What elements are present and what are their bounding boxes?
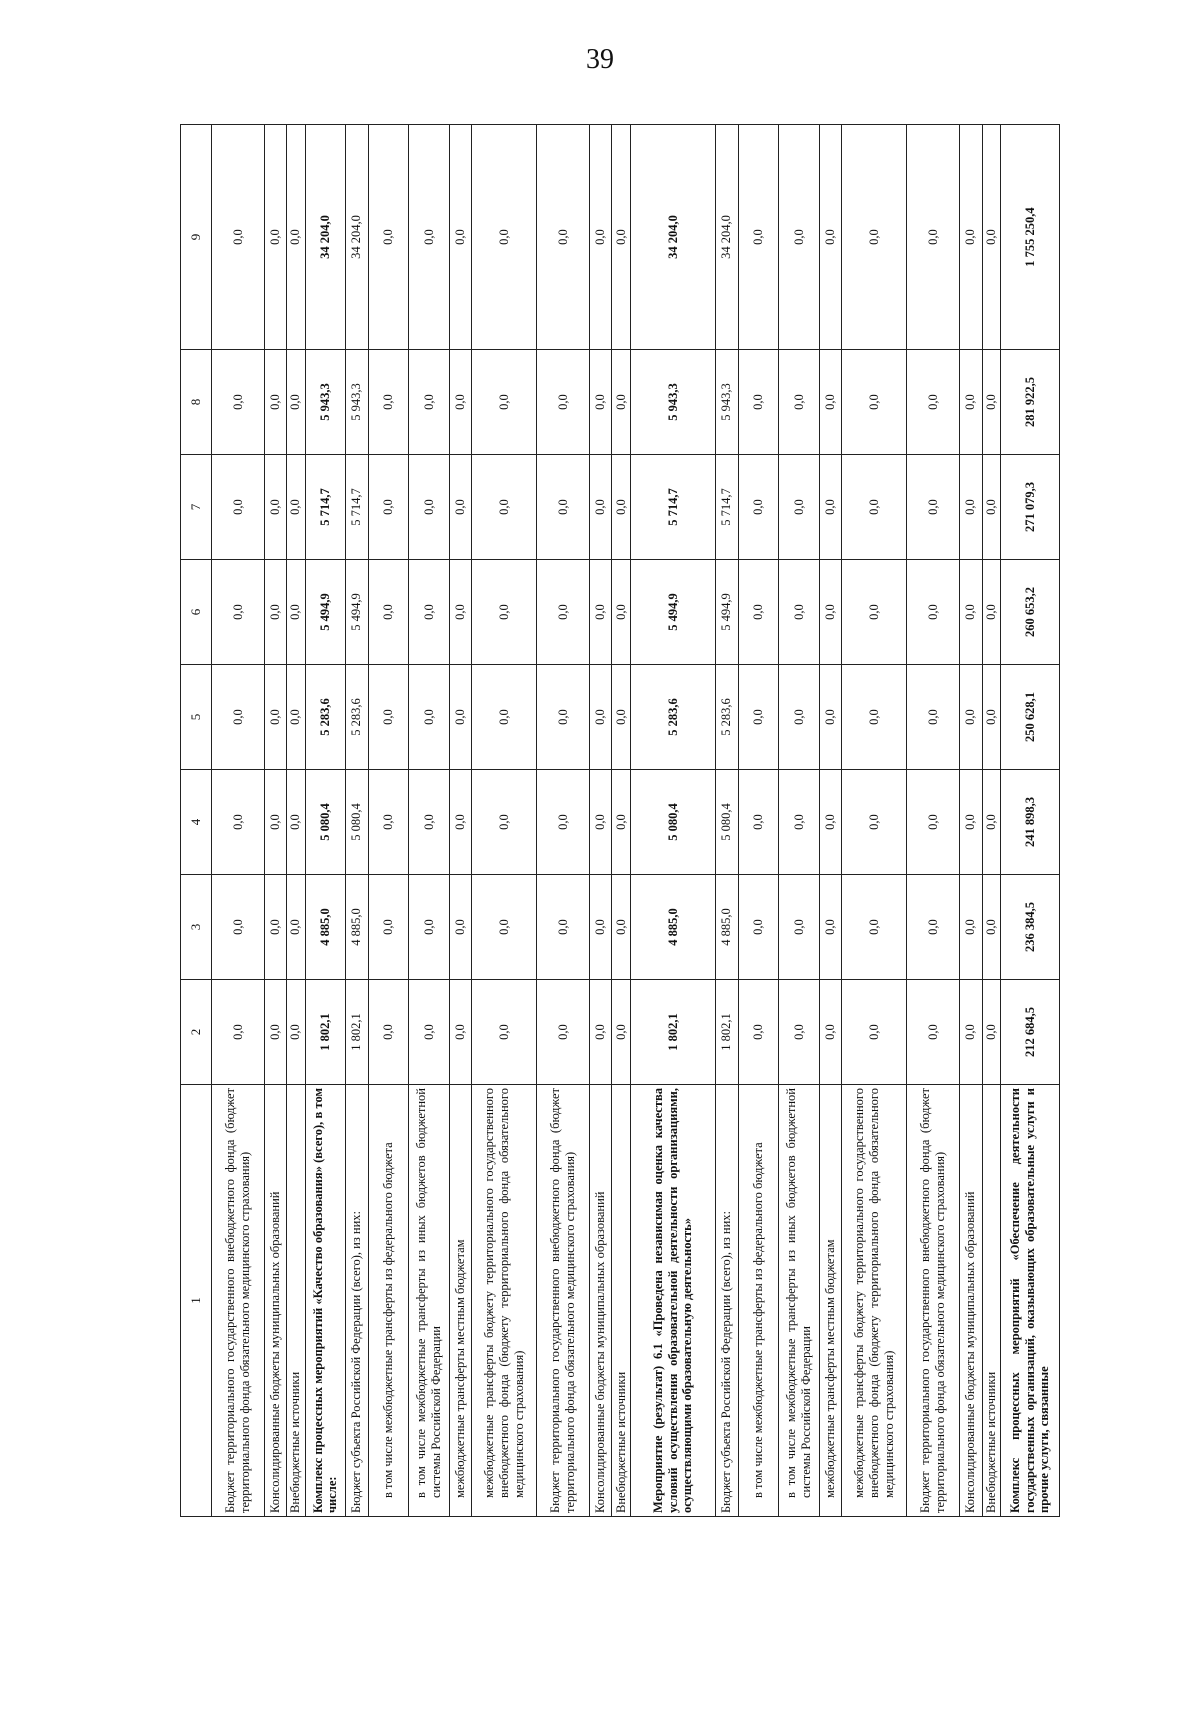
table-row [287, 125, 305, 1517]
value-cell: 0,0 [287, 770, 305, 875]
value-cell: 0,0 [409, 350, 450, 455]
value-cell: 0,0 [779, 770, 820, 875]
row-label: Бюджет субъекта Российской Федерации (всего), из них: [346, 1085, 368, 1517]
value-cell: 5 080,4 [305, 770, 346, 875]
value-cell: 5 494,9 [346, 560, 368, 665]
value-cell: 0,0 [212, 665, 265, 770]
value-cell: 5 283,6 [630, 665, 715, 770]
value-cell: 0,0 [982, 770, 1000, 875]
value-cell: 0,0 [819, 455, 841, 560]
value-cell: 0,0 [368, 665, 409, 770]
value-cell: 0,0 [590, 125, 612, 350]
value-cell: 0,0 [738, 875, 779, 980]
value-cell: 0,0 [612, 980, 630, 1085]
value-cell: 0,0 [960, 455, 982, 560]
row-label: в том числе межбюджетные трансферты из иных бюджетов бюджетной системы Российской Федерации [779, 1085, 820, 1517]
value-cell: 34 204,0 [346, 125, 368, 350]
value-cell: 0,0 [779, 875, 820, 980]
value-cell: 5 080,4 [630, 770, 715, 875]
value-cell: 0,0 [537, 455, 590, 560]
row-label: Консолидированные бюджеты муниципальных образований [590, 1085, 612, 1517]
value-cell: 0,0 [738, 455, 779, 560]
value-cell: 0,0 [472, 350, 537, 455]
value-cell: 0,0 [612, 875, 630, 980]
row-label: межбюджетные трансферты местным бюджетам [819, 1085, 841, 1517]
value-cell: 0,0 [472, 125, 537, 350]
value-cell: 0,0 [960, 665, 982, 770]
value-cell: 0,0 [907, 455, 960, 560]
value-cell: 0,0 [449, 770, 471, 875]
value-cell: 0,0 [409, 875, 450, 980]
row-label: Мероприятие (результат) 6.1 «Проведена независимая оценка качества условий осуществления образовательной деятельности организациями, осуществляющими образовательную деятельность» [630, 1085, 715, 1517]
column-number-header-row [181, 125, 212, 1517]
value-cell: 0,0 [982, 560, 1000, 665]
table-row [264, 125, 286, 1517]
value-cell: 0,0 [537, 560, 590, 665]
value-cell: 0,0 [368, 125, 409, 350]
value-cell: 0,0 [907, 875, 960, 980]
table-row [368, 125, 409, 1517]
row-label: Бюджет территориального государственного внебюджетного фонда (бюджет территориального фонда обязательного медицинского страхования) [212, 1085, 265, 1517]
value-cell: 0,0 [409, 125, 450, 350]
page-number: 39 [586, 44, 614, 75]
table-row [612, 125, 630, 1517]
value-cell: 0,0 [612, 455, 630, 560]
value-cell: 0,0 [738, 125, 779, 350]
value-cell: 34 204,0 [716, 125, 738, 350]
table-row [779, 125, 820, 1517]
value-cell: 0,0 [212, 125, 265, 350]
value-cell: 5 080,4 [346, 770, 368, 875]
value-cell: 5 494,9 [305, 560, 346, 665]
value-cell: 5 943,3 [630, 350, 715, 455]
value-cell: 0,0 [212, 875, 265, 980]
value-cell: 0,0 [368, 980, 409, 1085]
value-cell: 0,0 [779, 125, 820, 350]
value-cell: 0,0 [842, 665, 907, 770]
table-row [842, 125, 907, 1517]
column-header: 3 [181, 875, 212, 980]
value-cell: 0,0 [287, 980, 305, 1085]
row-label: Бюджет территориального государственного внебюджетного фонда (бюджет территориального фонда обязательного медицинского страхования) [907, 1085, 960, 1517]
column-header: 1 [181, 1085, 212, 1517]
table-row [960, 125, 982, 1517]
value-cell: 5 283,6 [346, 665, 368, 770]
value-cell: 0,0 [590, 770, 612, 875]
value-cell: 0,0 [212, 770, 265, 875]
value-cell: 260 653,2 [1000, 560, 1059, 665]
table-row [305, 125, 346, 1517]
value-cell: 0,0 [537, 350, 590, 455]
value-cell: 0,0 [449, 875, 471, 980]
column-header: 7 [181, 455, 212, 560]
value-cell: 0,0 [819, 560, 841, 665]
value-cell: 0,0 [212, 455, 265, 560]
table-row [590, 125, 612, 1517]
value-cell: 0,0 [907, 770, 960, 875]
value-cell: 0,0 [590, 560, 612, 665]
value-cell: 0,0 [537, 875, 590, 980]
value-cell: 0,0 [449, 125, 471, 350]
table-row [449, 125, 471, 1517]
value-cell: 0,0 [779, 350, 820, 455]
value-cell: 0,0 [738, 665, 779, 770]
value-cell: 0,0 [449, 980, 471, 1085]
row-label: межбюджетные трансферты бюджету территориального государственного внебюджетного фонда (бюджету территориального фонда обязательного медицинского страхования) [842, 1085, 907, 1517]
value-cell: 0,0 [368, 770, 409, 875]
value-cell: 5 494,9 [716, 560, 738, 665]
value-cell: 0,0 [590, 875, 612, 980]
value-cell: 0,0 [472, 455, 537, 560]
value-cell: 0,0 [537, 125, 590, 350]
table-row [716, 125, 738, 1517]
value-cell: 0,0 [907, 350, 960, 455]
value-cell: 0,0 [264, 560, 286, 665]
table-row [472, 125, 537, 1517]
value-cell: 0,0 [264, 665, 286, 770]
value-cell: 0,0 [264, 980, 286, 1085]
value-cell: 0,0 [738, 770, 779, 875]
row-label: Бюджет субъекта Российской Федерации (всего), из них: [716, 1085, 738, 1517]
value-cell: 0,0 [264, 125, 286, 350]
table-row [907, 125, 960, 1517]
value-cell: 0,0 [287, 455, 305, 560]
value-cell: 0,0 [537, 665, 590, 770]
value-cell: 0,0 [819, 980, 841, 1085]
value-cell: 212 684,5 [1000, 980, 1059, 1085]
value-cell: 0,0 [819, 665, 841, 770]
value-cell: 0,0 [449, 665, 471, 770]
row-label: Комплекс процессных мероприятий «Качество образования» (всего), в том числе: [305, 1085, 346, 1517]
value-cell: 5 283,6 [305, 665, 346, 770]
column-header: 4 [181, 770, 212, 875]
value-cell: 0,0 [409, 665, 450, 770]
value-cell: 0,0 [907, 560, 960, 665]
value-cell: 0,0 [287, 875, 305, 980]
value-cell: 34 204,0 [305, 125, 346, 350]
value-cell: 0,0 [907, 125, 960, 350]
row-label: Комплекс процессных мероприятий «Обеспечение деятельности государственных организаций, оказывающих образовательные услуги и прочие услуги, связанные [1000, 1085, 1059, 1517]
value-cell: 0,0 [960, 125, 982, 350]
value-cell: 0,0 [819, 125, 841, 350]
value-cell: 0,0 [612, 560, 630, 665]
value-cell: 5 714,7 [716, 455, 738, 560]
value-cell: 5 943,3 [716, 350, 738, 455]
value-cell: 0,0 [982, 875, 1000, 980]
value-cell: 0,0 [738, 350, 779, 455]
value-cell: 0,0 [264, 350, 286, 455]
value-cell: 0,0 [960, 980, 982, 1085]
table-row [982, 125, 1000, 1517]
value-cell: 1 802,1 [630, 980, 715, 1085]
value-cell: 0,0 [819, 350, 841, 455]
row-label: Внебюджетные источники [287, 1085, 305, 1517]
value-cell: 0,0 [982, 980, 1000, 1085]
value-cell: 1 802,1 [305, 980, 346, 1085]
value-cell: 0,0 [449, 560, 471, 665]
value-cell: 4 885,0 [346, 875, 368, 980]
table-body [212, 125, 1060, 1517]
value-cell: 0,0 [409, 455, 450, 560]
row-label: в том числе межбюджетные трансферты из федерального бюджета [738, 1085, 779, 1517]
value-cell: 0,0 [842, 875, 907, 980]
value-cell: 0,0 [779, 560, 820, 665]
value-cell: 0,0 [590, 455, 612, 560]
value-cell: 281 922,5 [1000, 350, 1059, 455]
column-header: 2 [181, 980, 212, 1085]
value-cell: 0,0 [287, 560, 305, 665]
table-row [1000, 125, 1059, 1517]
table-row [409, 125, 450, 1517]
value-cell: 0,0 [368, 875, 409, 980]
value-cell: 0,0 [907, 665, 960, 770]
column-header: 9 [181, 125, 212, 350]
value-cell: 4 885,0 [305, 875, 346, 980]
value-cell: 5 283,6 [716, 665, 738, 770]
value-cell: 0,0 [368, 350, 409, 455]
table-row [537, 125, 590, 1517]
value-cell: 0,0 [738, 980, 779, 1085]
value-cell: 5 943,3 [305, 350, 346, 455]
value-cell: 0,0 [779, 665, 820, 770]
value-cell: 0,0 [819, 875, 841, 980]
row-label: Бюджет территориального государственного внебюджетного фонда (бюджет территориального фонда обязательного медицинского страхования) [537, 1085, 590, 1517]
value-cell: 0,0 [409, 560, 450, 665]
value-cell: 0,0 [819, 770, 841, 875]
value-cell: 5 714,7 [346, 455, 368, 560]
value-cell: 241 898,3 [1000, 770, 1059, 875]
value-cell: 0,0 [287, 125, 305, 350]
value-cell: 0,0 [590, 980, 612, 1085]
value-cell: 0,0 [982, 455, 1000, 560]
value-cell: 5 714,7 [630, 455, 715, 560]
table-row [346, 125, 368, 1517]
value-cell: 250 628,1 [1000, 665, 1059, 770]
value-cell: 0,0 [612, 665, 630, 770]
value-cell: 5 494,9 [630, 560, 715, 665]
value-cell: 1 755 250,4 [1000, 125, 1059, 350]
value-cell: 0,0 [537, 980, 590, 1085]
value-cell: 271 079,3 [1000, 455, 1059, 560]
value-cell: 0,0 [842, 455, 907, 560]
value-cell: 0,0 [779, 455, 820, 560]
value-cell: 1 802,1 [346, 980, 368, 1085]
row-label: Консолидированные бюджеты муниципальных образований [264, 1085, 286, 1517]
value-cell: 0,0 [842, 125, 907, 350]
value-cell: 0,0 [472, 665, 537, 770]
value-cell: 0,0 [264, 455, 286, 560]
value-cell: 0,0 [738, 560, 779, 665]
value-cell: 0,0 [612, 125, 630, 350]
value-cell: 0,0 [842, 980, 907, 1085]
value-cell: 0,0 [612, 350, 630, 455]
value-cell: 0,0 [264, 770, 286, 875]
value-cell: 0,0 [287, 665, 305, 770]
value-cell: 0,0 [368, 560, 409, 665]
value-cell: 0,0 [590, 350, 612, 455]
value-cell: 0,0 [982, 665, 1000, 770]
value-cell: 0,0 [982, 125, 1000, 350]
value-cell: 0,0 [472, 980, 537, 1085]
row-label: Внебюджетные источники [982, 1085, 1000, 1517]
value-cell: 0,0 [960, 875, 982, 980]
value-cell: 34 204,0 [630, 125, 715, 350]
value-cell: 5 714,7 [305, 455, 346, 560]
value-cell: 0,0 [212, 350, 265, 455]
value-cell: 236 384,5 [1000, 875, 1059, 980]
value-cell: 0,0 [842, 770, 907, 875]
budget-table [180, 124, 1060, 1517]
value-cell: 0,0 [960, 350, 982, 455]
value-cell: 0,0 [449, 350, 471, 455]
table-row [819, 125, 841, 1517]
value-cell: 0,0 [779, 980, 820, 1085]
column-header: 6 [181, 560, 212, 665]
row-label: в том числе межбюджетные трансферты из федерального бюджета [368, 1085, 409, 1517]
row-label: Внебюджетные источники [612, 1085, 630, 1517]
value-cell: 5 943,3 [346, 350, 368, 455]
table-row [212, 125, 265, 1517]
value-cell: 0,0 [287, 350, 305, 455]
row-label: в том числе межбюджетные трансферты из иных бюджетов бюджетной системы Российской Федерации [409, 1085, 450, 1517]
value-cell: 0,0 [590, 665, 612, 770]
value-cell: 5 080,4 [716, 770, 738, 875]
rotated-table-container [180, 125, 1060, 1517]
value-cell: 0,0 [264, 875, 286, 980]
table-row [630, 125, 715, 1517]
value-cell: 0,0 [409, 770, 450, 875]
value-cell: 0,0 [449, 455, 471, 560]
value-cell: 4 885,0 [630, 875, 715, 980]
value-cell: 0,0 [842, 350, 907, 455]
value-cell: 0,0 [472, 560, 537, 665]
value-cell: 0,0 [842, 560, 907, 665]
table-row [738, 125, 779, 1517]
value-cell: 1 802,1 [716, 980, 738, 1085]
value-cell: 0,0 [368, 455, 409, 560]
value-cell: 0,0 [612, 770, 630, 875]
value-cell: 0,0 [960, 770, 982, 875]
column-header: 5 [181, 665, 212, 770]
column-header: 8 [181, 350, 212, 455]
value-cell: 0,0 [472, 770, 537, 875]
value-cell: 0,0 [212, 980, 265, 1085]
value-cell: 0,0 [982, 350, 1000, 455]
row-label: Консолидированные бюджеты муниципальных образований [960, 1085, 982, 1517]
value-cell: 0,0 [409, 980, 450, 1085]
value-cell: 0,0 [960, 560, 982, 665]
row-label: межбюджетные трансферты бюджету территориального государственного внебюджетного фонда (бюджету территориального фонда обязательного медицинского страхования) [472, 1085, 537, 1517]
value-cell: 0,0 [907, 980, 960, 1085]
value-cell: 0,0 [472, 875, 537, 980]
value-cell: 0,0 [212, 560, 265, 665]
value-cell: 0,0 [537, 770, 590, 875]
value-cell: 4 885,0 [716, 875, 738, 980]
row-label: межбюджетные трансферты местным бюджетам [449, 1085, 471, 1517]
